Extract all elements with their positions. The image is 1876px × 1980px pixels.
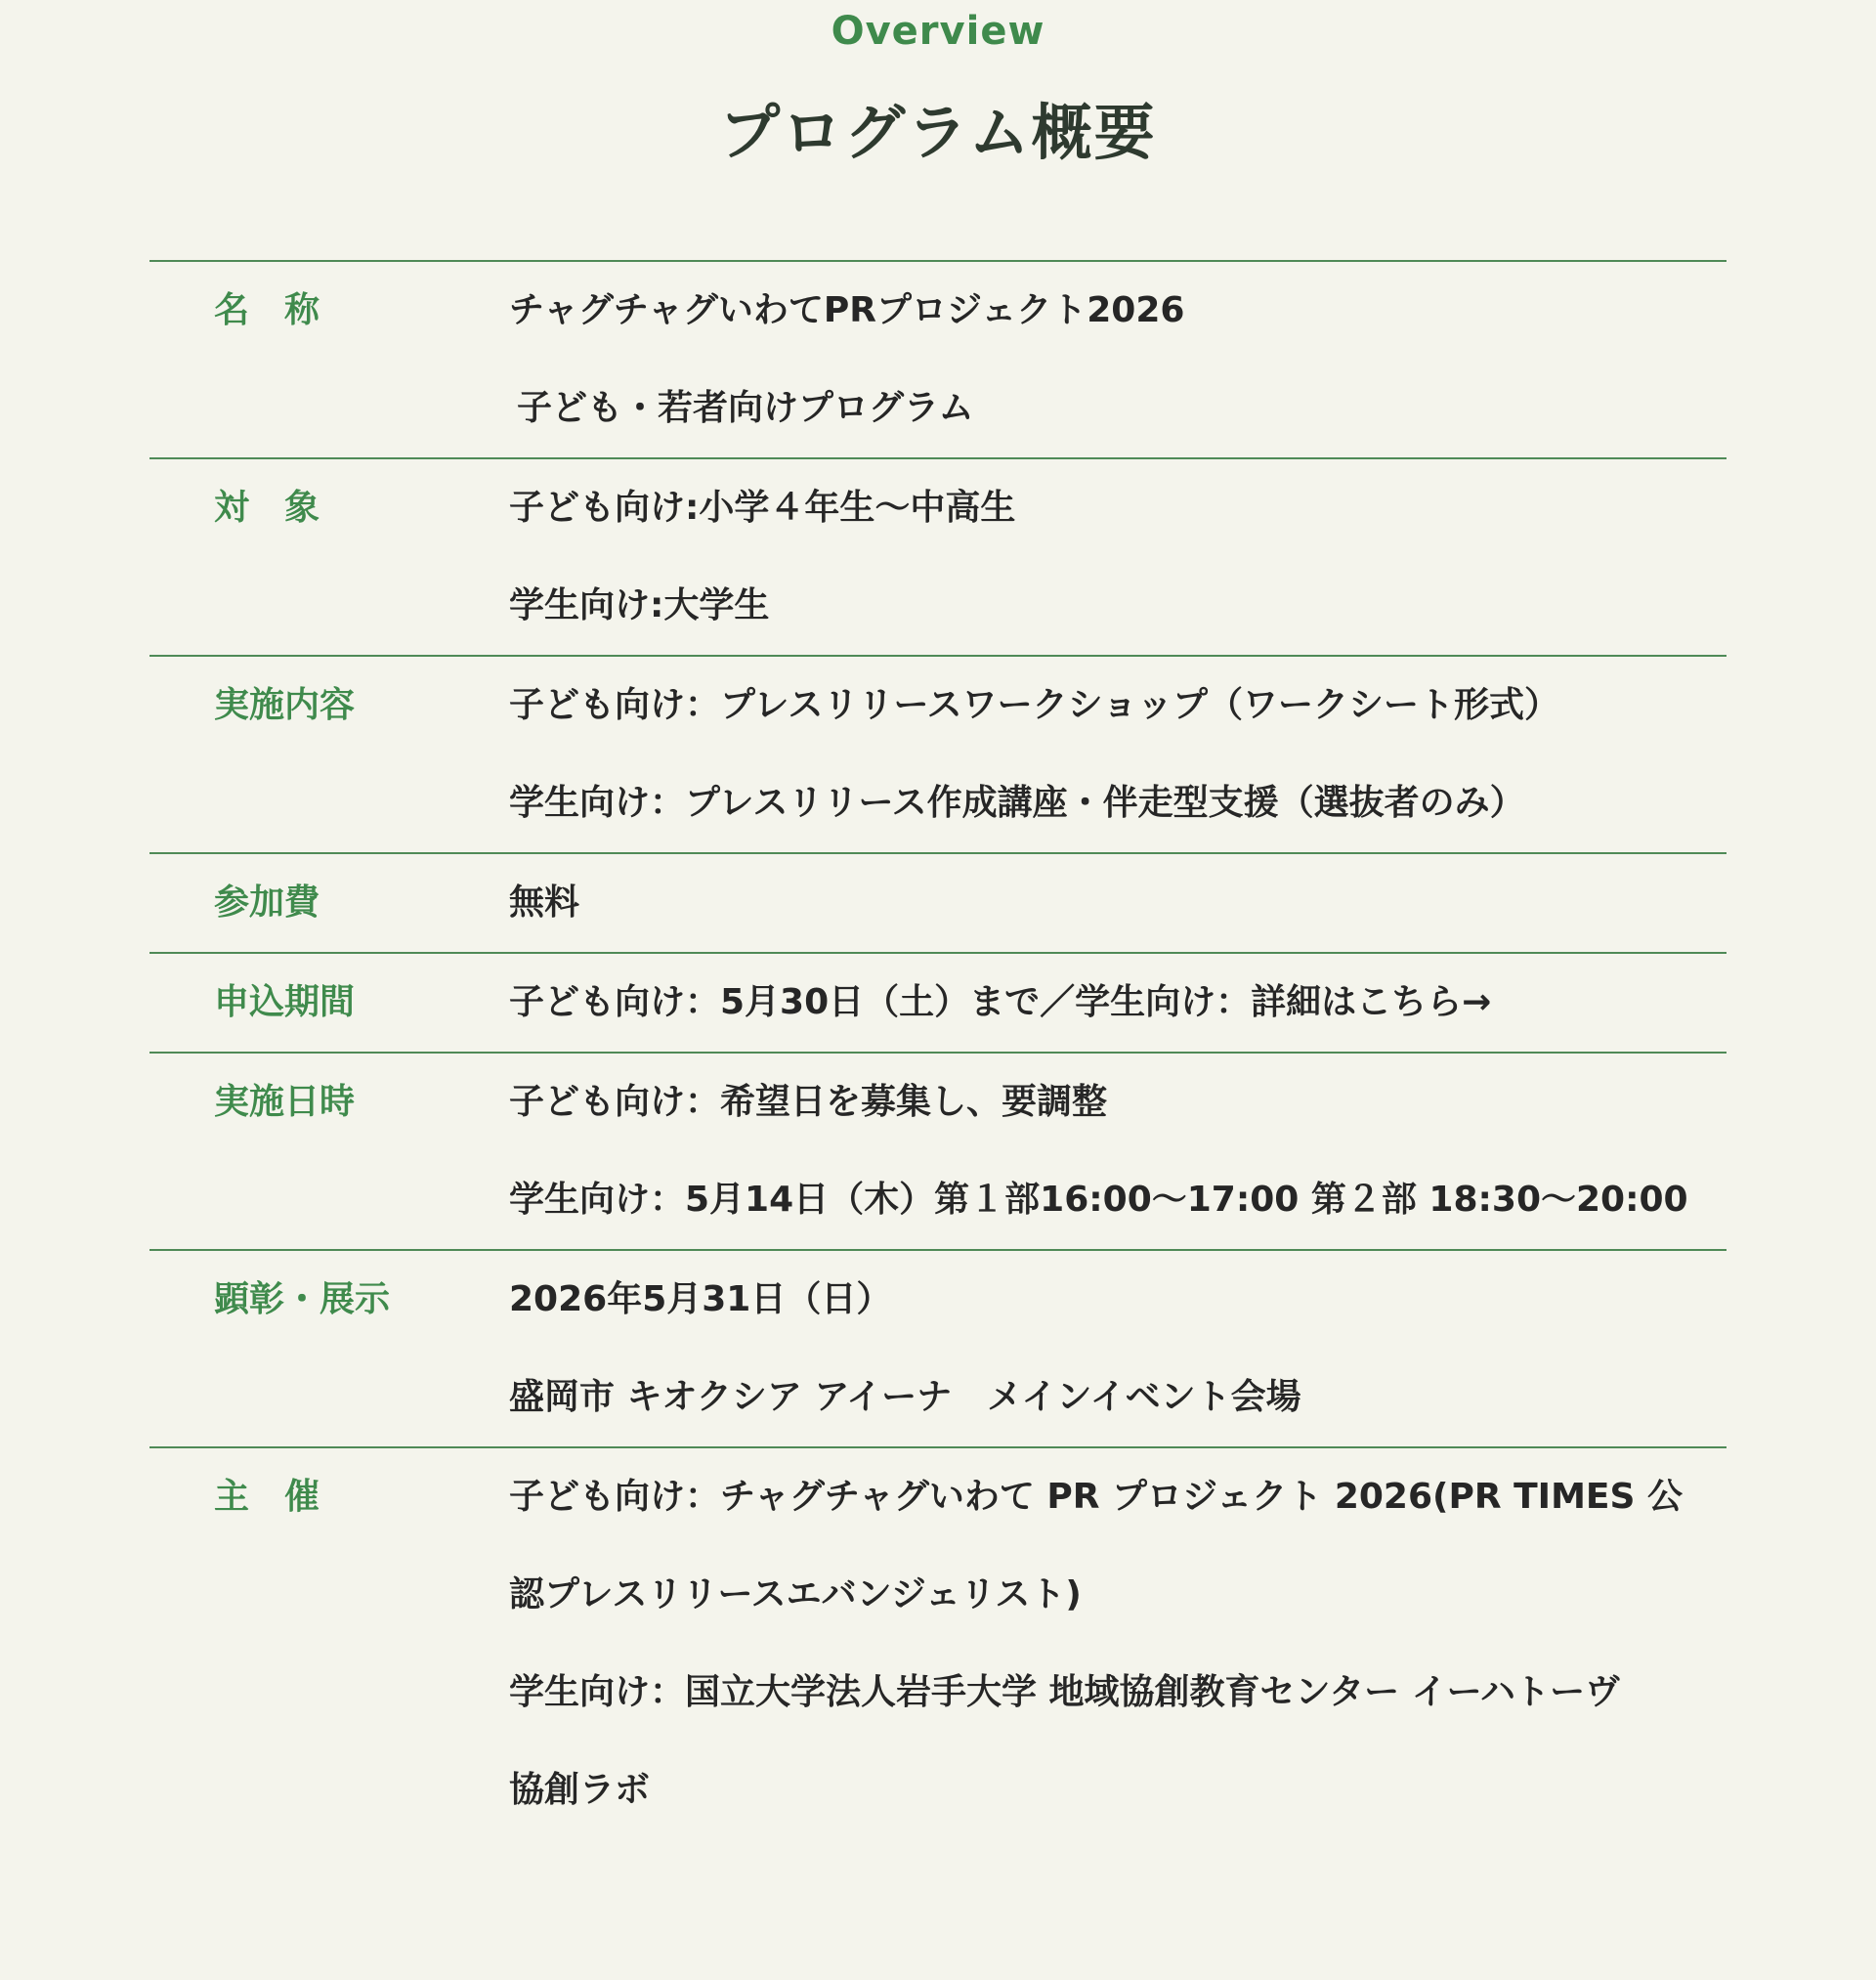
row-value-line: 子ども向け：プレスリリースワークショップ（ワークシート形式） [509,685,1559,725]
row-value-line: チャグチャグいわてPRプロジェクト2026 [509,290,1185,330]
row-value-line: 学生向け:大学生 [509,585,770,625]
section-eyebrow: Overview [831,9,1045,54]
row-value-line: 学生向け：5月14日（木）第１部16:00〜17:00 第２部 18:30〜20:00 [509,1180,1688,1220]
row-label: 顕彰・展示 [214,1279,391,1319]
row-value-line: 子ども向け：チャグチャグいわて PR プロジェクト 2026(PR TIMES 公 [509,1477,1683,1517]
row-label: 実施日時 [214,1082,356,1122]
overview-row-target [149,459,1727,657]
row-value-line: 学生向け：国立大学法人岩手大学 地域協創教育センター イーハトーヴ [509,1672,1621,1712]
overview-row-organizer [149,1448,1727,1839]
row-value-line: 子ども向け：希望日を募集し、要調整 [509,1082,1108,1122]
row-values [509,854,1727,952]
row-values [509,954,1727,1052]
row-values [509,1448,1727,1839]
row-label: 対 象 [214,488,320,528]
row-values [509,657,1727,852]
row-value-line: 認プレスリリースエバンジェリスト) [509,1574,1082,1614]
row-value-line: 無料 [509,882,580,923]
overview-row-schedule [149,1054,1727,1251]
row-value-line: 盛岡市 キオクシア アイーナ メインイベント会場 [509,1377,1301,1417]
row-values [509,459,1727,655]
row-values [509,1054,1727,1249]
page-title: プログラム概要 [719,97,1157,168]
row-label: 名 称 [214,290,320,330]
row-label: 参加費 [214,882,320,923]
row-label: 実施内容 [214,685,356,725]
row-value-line: 子ども・若者向けプログラム [517,388,974,428]
overview-row-fee [149,854,1727,954]
overview-row-name [149,262,1727,459]
overview-row-content [149,657,1727,854]
row-label: 申込期間 [214,982,356,1022]
row-value-line: 協創ラボ [509,1770,651,1810]
row-values [509,262,1727,457]
row-values [509,1251,1727,1446]
overview-row-award-exhibition [149,1251,1727,1448]
overview-row-application-period [149,954,1727,1054]
row-value-line: 学生向け：プレスリリース作成講座・伴走型支援（選抜者のみ） [509,783,1525,823]
row-label: 主 催 [214,1477,320,1517]
overview-table [149,260,1727,1839]
application-period-link[interactable]: 子ども向け：5月30日（土）まで／学生向け：詳細はこちら→ [509,982,1492,1022]
row-value-line: 子ども向け:小学４年生〜中高生 [509,488,1016,528]
row-value-line: 2026年5月31日（日） [509,1279,892,1319]
